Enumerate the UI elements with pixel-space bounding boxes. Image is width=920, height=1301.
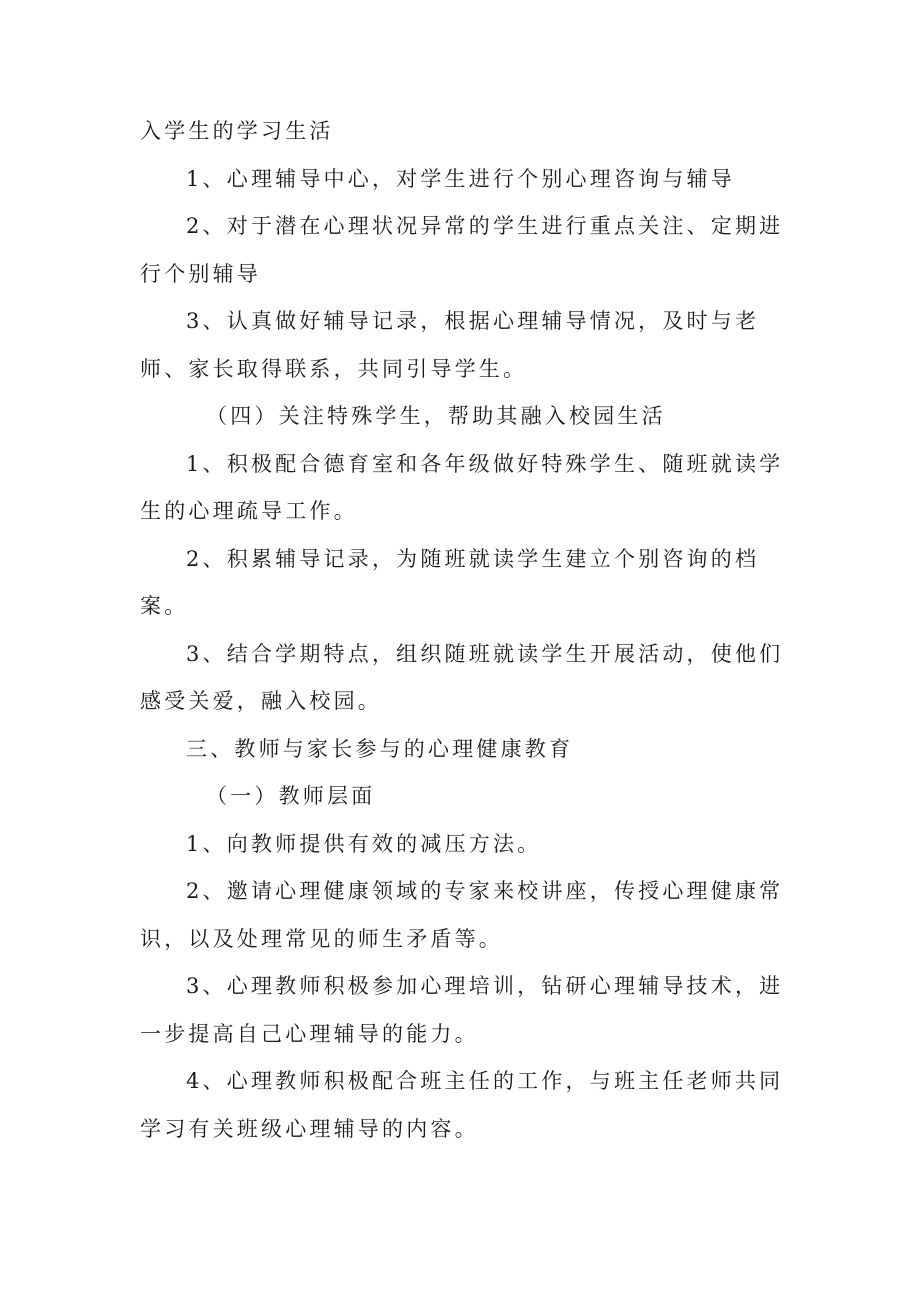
list-item: 4、心理教师积极配合班主任的工作，与班主任老师共同学习有关班级心理辅导的内容。 [140, 1069, 784, 1141]
list-item: 2、积累辅导记录，为随班就读学生建立个别咨询的档案。 [140, 546, 760, 618]
list-item: 3、心理教师积极参加心理培训，钻研心理辅导技术，进一步提高自己心理辅导的能力。 [140, 974, 784, 1046]
list-item: 1、向教师提供有效的减压方法。 [186, 831, 542, 856]
list-item: 1、心理辅导中心，对学生进行个别心理咨询与辅导 [186, 166, 735, 191]
list-item: 3、认真做好辅导记录，根据心理辅导情况，及时与老师、家长取得联系，共同引导学生。 [140, 309, 760, 381]
section-heading: 三、教师与家长参与的心理健康教育 [186, 736, 574, 761]
list-item: 1、积极配合德育室和各年级做好特殊学生、随班就读学生的心理疏导工作。 [140, 451, 784, 523]
list-item: 2、邀请心理健康领域的专家来校讲座，传授心理健康常识，以及处理常见的师生矛盾等。 [140, 879, 784, 951]
section-subheading: （四）关注特殊学生，帮助其融入校园生活 [206, 404, 666, 428]
document-body [140, 108, 790, 1153]
list-item: 3、结合学期特点，组织随班就读学生开展活动，使他们感受关爱，融入校园。 [140, 641, 784, 713]
paragraph-continuation: 入学生的学习生活 [140, 119, 334, 143]
list-item: 2、对于潜在心理状况异常的学生进行重点关注、定期进行个别辅导 [140, 214, 784, 286]
section-subheading: （一）教师层面 [206, 784, 376, 808]
